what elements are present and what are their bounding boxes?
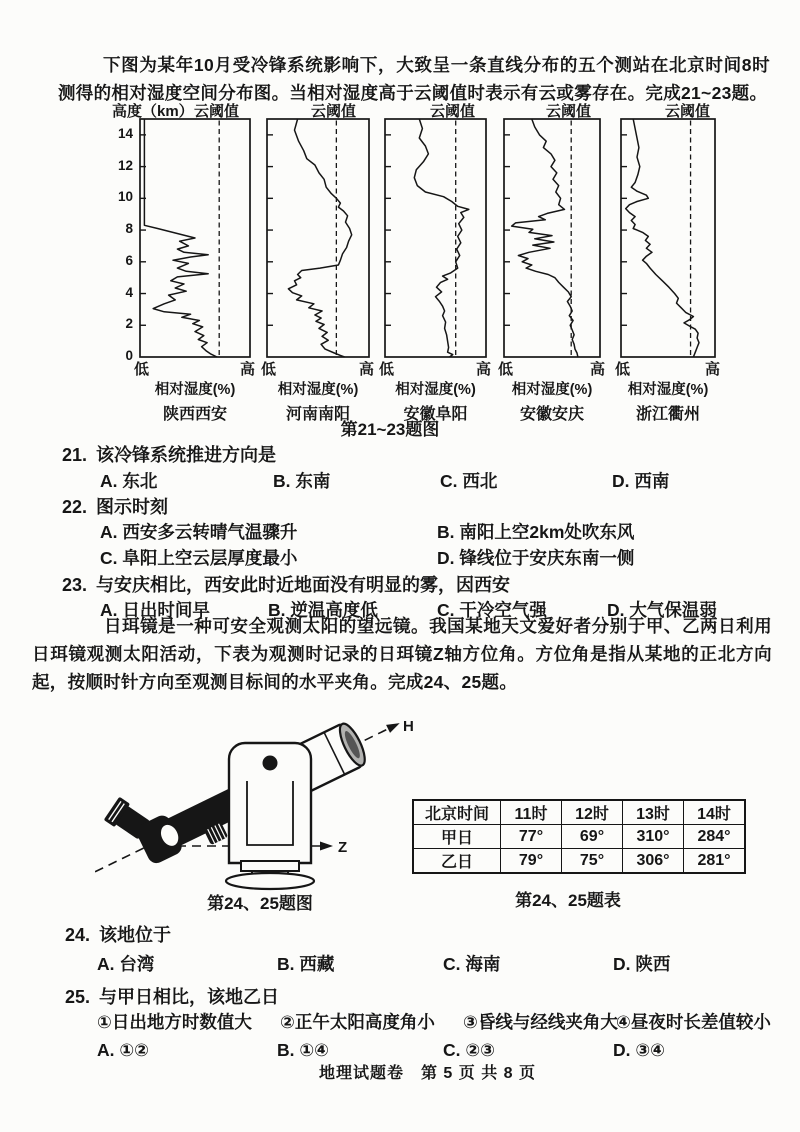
q25-statement-3: ③昏线与经线夹角大 [463,1012,618,1032]
telescope-figure [95,683,425,891]
station-name: 安徽阜阳 [403,406,468,423]
q21-option-c: C. 西北 [440,471,498,491]
z-axis-arrowhead [320,842,333,851]
cloud-threshold-label: 云阈值 [311,103,357,120]
q21-option-a: A. 东北 [100,471,158,491]
q25-statement-2: ②正午太阳高度角小 [280,1012,435,1032]
figure-caption-24-25: 第24、25题图 [207,894,313,913]
height-tick-label-10: 10 [117,189,133,205]
cloud-threshold-label: 云阈值 [665,103,711,120]
table-cell: 284° [684,825,746,849]
mount-pivot-hole [263,756,278,771]
question-23-stem [62,571,510,597]
q22-option-b: B. 南阳上空2km处吹东风 [437,522,635,542]
cloud-threshold-label: 云阈值 [430,103,476,120]
chart-frame [621,119,715,357]
chart-canvas [620,118,716,358]
height-tick-label-6: 6 [125,252,133,268]
azimuth-table [412,799,746,874]
h-axis-label: H [403,718,414,735]
question-24-number: 24. [65,925,91,945]
height-tick-label-8: 8 [125,221,133,237]
question-22-text: 图示时刻 [96,497,169,517]
height-tick-label-2: 2 [125,316,133,332]
station-name: 安徽安庆 [519,406,584,423]
q25-statement-1: ①日出地方时数值大 [97,1012,252,1032]
x-axis-low-label: 低 [134,361,150,378]
figure-caption-21-23: 第21~23题图 [340,420,440,439]
q24-option-b: B. 西藏 [277,954,335,974]
q24-option-c: C. 海南 [443,954,501,974]
height-tick-label-14: 14 [117,125,133,141]
cloud-threshold-label: 云阈值 [194,103,240,120]
x-axis-high-label: 高 [704,361,720,378]
table-cell: 79° [501,849,562,874]
q21-option-d: D. 西南 [612,471,670,491]
table-header-cell: 14时 [684,800,746,825]
table-caption-24-25: 第24、25题表 [515,891,621,910]
table-header-cell: 12时 [562,800,623,825]
station-name: 陕西西安 [162,406,227,423]
chart-canvas [139,118,251,358]
table-cell: 310° [623,825,684,849]
q25-option-a: A. ①② [97,1040,149,1060]
humidity-curve [512,119,578,357]
q24-option-d: D. 陕西 [613,954,671,974]
table-header-row [413,800,745,825]
table-header-cell: 11时 [501,800,562,825]
x-axis-high-label: 高 [475,361,491,378]
table-row-day-jia [413,825,745,849]
h-axis-arrowhead [386,719,402,733]
table-header-cell: 北京时间 [413,800,501,825]
x-axis-title: 相对湿度(%) [154,382,236,398]
table-row-day-yi [413,849,745,874]
table-cell: 75° [562,849,623,874]
table-cell: 69° [562,825,623,849]
height-tick-label-4: 4 [125,284,133,300]
mount-plate [241,861,299,871]
station-name: 浙江衢州 [635,406,700,423]
humidity-curve [144,119,217,357]
mount-base [226,873,314,889]
question-24-text: 该地位于 [99,925,172,945]
question-25-text: 与甲日相比，该地乙日 [99,987,280,1007]
height-tick-label-0: 0 [125,348,133,363]
table-cell: 甲日 [413,825,501,849]
station-name: 河南南阳 [285,406,350,423]
q25-option-b: B. ①④ [277,1040,329,1060]
q23-option-b: B. 逆温高度低 [268,600,378,620]
question-22-number: 22. [62,497,88,517]
question-21-stem [62,441,276,467]
table-header-cell: 13时 [623,800,684,825]
q25-option-c: C. ②③ [443,1040,495,1060]
intro-paragraph-24-25: 日珥镜是一种可安全观测太阳的望远镜。我国某地天文爱好者分别于甲、乙两日利用日珥镜观测太阳活动，下表为观测时记录的日珥镜Z轴方位角。方位角是指从某地的正北方向起，按顺时针方向至观测目标间的水平夹角。完成24、25题。 [32,616,772,692]
page-footer: 地理试题卷 第 5 页 共 8 页 [318,1065,537,1082]
x-axis-high-label: 高 [239,361,255,378]
table-cell: 281° [684,849,746,874]
cloud-threshold-label: 云阈值 [546,103,592,120]
x-axis-title: 相对湿度(%) [511,382,593,398]
q23-option-c: C. 干冷空气强 [437,600,547,620]
humidity-curve [414,119,469,357]
x-axis-low-label: 低 [379,361,395,378]
q25-option-d: D. ③④ [613,1040,665,1060]
chart-canvas [503,118,601,358]
x-axis-title: 相对湿度(%) [395,382,476,398]
table-cell: 乙日 [413,849,501,874]
x-axis-high-label: 高 [358,361,374,378]
q22-option-c: C. 阜阳上空云层厚度最小 [100,548,298,568]
q25-statement-4: ④昼夜时长差值较小 [616,1012,771,1032]
q24-option-a: A. 台湾 [97,954,155,974]
q23-option-a: A. 日出时间早 [100,600,210,620]
chart-frame [385,119,486,357]
question-21-number: 21. [62,445,88,465]
x-axis-low-label: 低 [261,361,277,378]
q22-option-d: D. 锋线位于安庆东南一侧 [437,548,635,568]
q21-option-b: B. 东南 [273,471,331,491]
question-25-stem [65,983,279,1009]
q22-option-a: A. 西安多云转晴气温骤升 [100,522,298,542]
x-axis-title: 相对湿度(%) [627,382,709,398]
x-axis-title: 相对湿度(%) [277,382,359,398]
humidity-curve [288,119,351,357]
question-24-stem [65,921,171,947]
height-tick-label-12: 12 [117,157,133,173]
intro-paragraph-21-23: 下图为某年10月受冷锋系统影响下，大致呈一条直线分布的五个测站在北京时间8时测得的相对湿度空间分布图。当相对湿度高于云阈值时表示有云或雾存在。完成21~23题。 [58,55,770,103]
table-cell: 77° [501,825,562,849]
telescope-mount [226,743,314,889]
question-23-text: 与安庆相比，西安此时近地面没有明显的雾，因西安 [96,575,511,595]
x-axis-low-label: 低 [615,361,631,378]
x-axis-high-label: 高 [589,361,605,378]
humidity-curve [626,119,699,357]
chart-canvas [266,118,370,358]
z-axis-label: Z [338,839,348,856]
question-25-number: 25. [65,987,91,1007]
table-cell: 306° [623,849,684,874]
x-axis-low-label: 低 [498,361,514,378]
question-22-stem [62,493,168,519]
chart-canvas [384,118,487,358]
q23-option-d: D. 大气保温弱 [607,600,717,620]
height-axis-label: 高度（km） [112,103,194,120]
question-21-text: 该冷锋系统推进方向是 [96,445,277,465]
question-23-number: 23. [62,575,88,595]
